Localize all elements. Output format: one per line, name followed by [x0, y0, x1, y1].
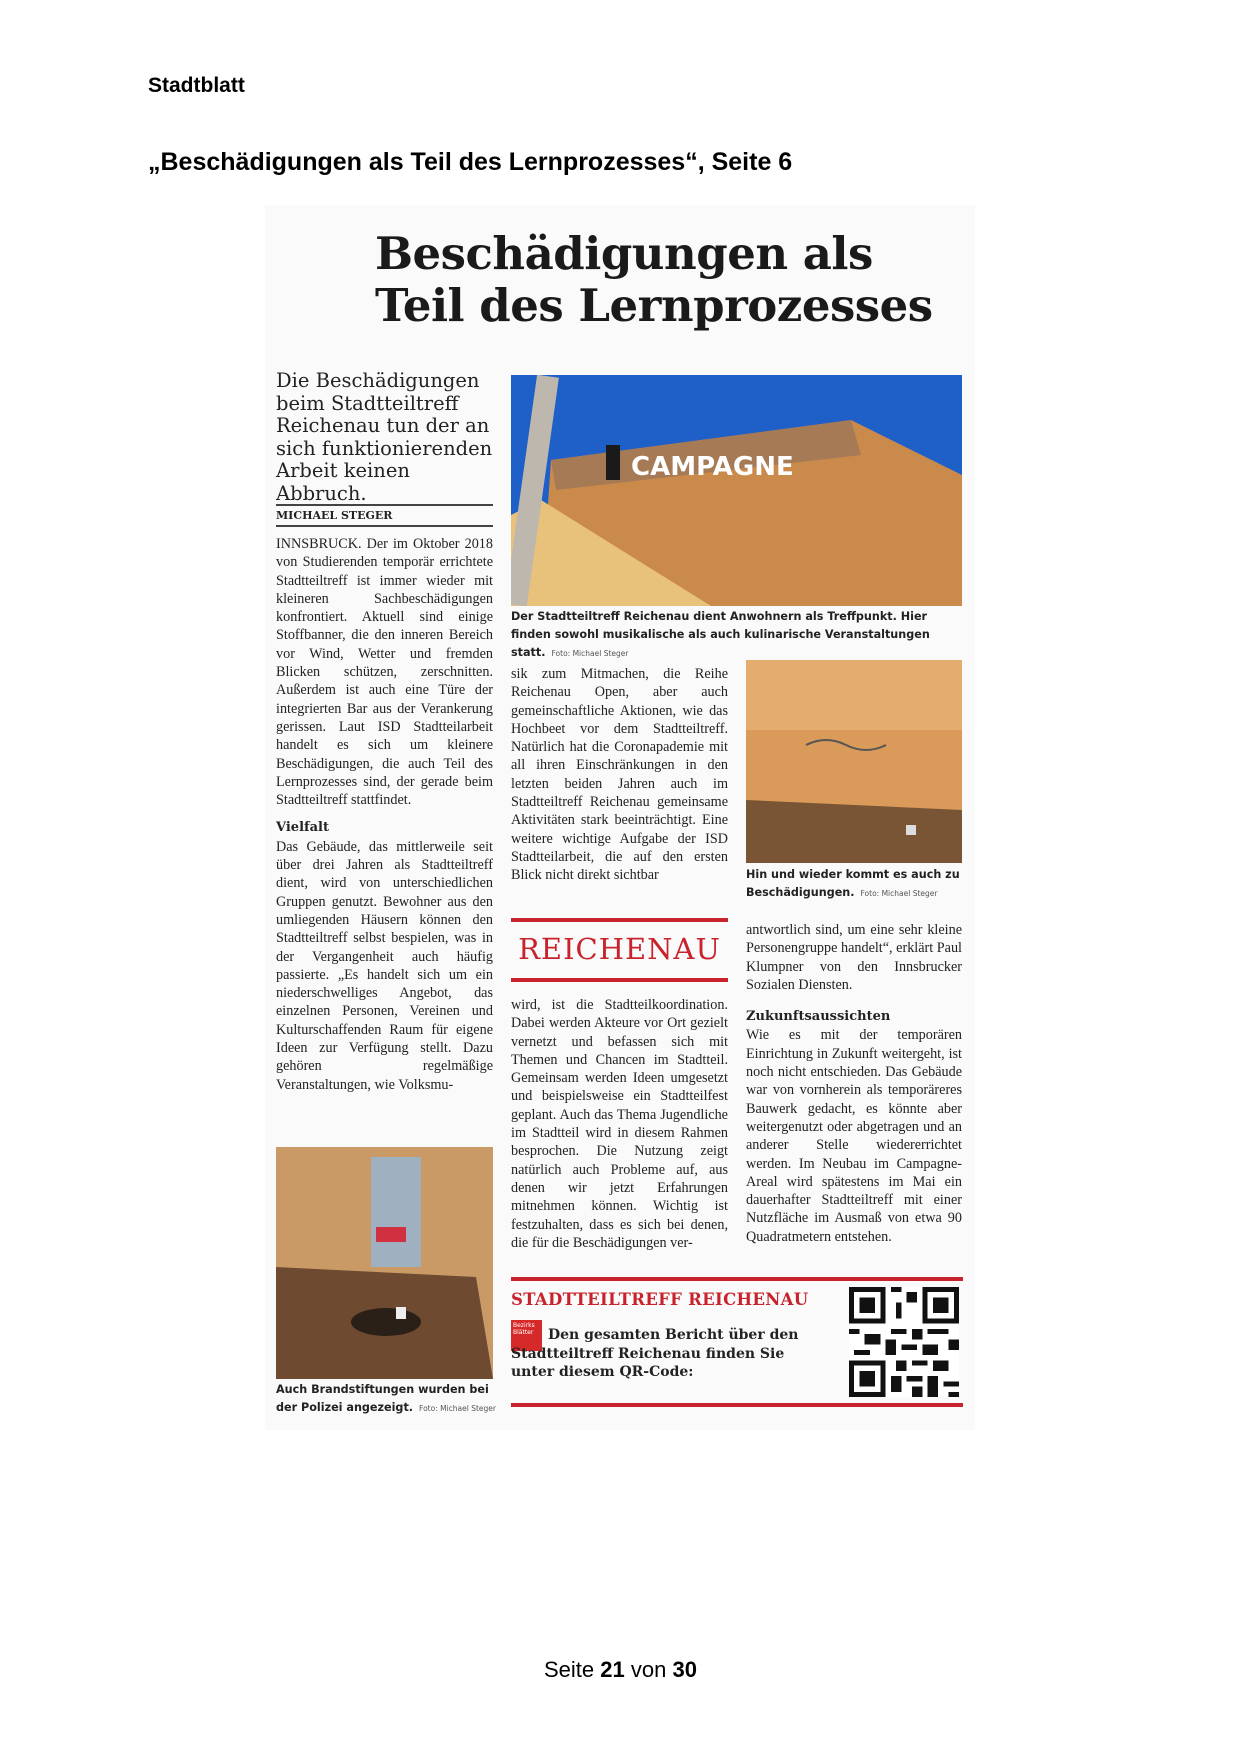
column-3	[746, 921, 962, 1246]
current-page-number: 21	[600, 1657, 625, 1682]
article-reference: „Beschädigungen als Teil des Lernprozesses“, Seite 6	[148, 148, 793, 176]
campagne-photo-graphic	[511, 375, 962, 606]
right-photo-caption	[746, 866, 966, 903]
sign-text: CAMPAGNE	[631, 452, 794, 482]
subheading-zukunftsaussichten: Zukunftsaussichten	[746, 1009, 891, 1025]
page-footer	[0, 1657, 1241, 1683]
burn-photo-graphic	[276, 1147, 493, 1379]
red-rule-bottom	[511, 1403, 963, 1407]
headline-line-2: Teil des Lernprozesses	[375, 279, 933, 332]
headline	[375, 228, 933, 332]
qr-box-title: STADTTEILTREFF REICHENAU	[511, 1290, 809, 1309]
byline: MICHAEL STEGER	[276, 504, 493, 527]
subheading-vielfalt: Vielfalt	[276, 820, 329, 836]
caption-text: Der Stadtteiltreff Reichenau dient Anwohnern als Treffpunkt. Hier finden sowohl musikalische als auch kulinarische Veranstaltungen statt.	[511, 610, 930, 659]
photo-credit: Foto: Michael Steger	[419, 1404, 497, 1413]
photo-credit: Foto: Michael Steger	[860, 889, 938, 898]
qr-code-icon[interactable]	[849, 1287, 959, 1397]
photo-campagne-sign	[511, 375, 962, 606]
headline-line-1: Beschädigungen als	[375, 227, 873, 280]
publication-name: Stadtblatt	[148, 74, 245, 97]
paragraph: Das Gebäude, das mittlerweile seit über drei Jahren als Stadtteiltreff dient, wird von unterschiedlichen Gruppen genutzt. Bewohner aus den umliegenden Häusern können den Stadtteiltreff selbst bespielen, was in der Vergangenheit auch häufig passierte. „Es handelt sich um ein niederschwelliges Angebot, das einzelnen Personen, Vereinen und Kulturschaffenden Raum für eigene Ideen zur Verfügung stellt. Dazu gehören regelmäßige Veranstaltungen, wie Volksmu-	[276, 838, 493, 1093]
bezirksblaetter-logo: Bezirks Blätter	[511, 1320, 542, 1351]
qr-info-box	[511, 1277, 963, 1407]
column-1	[276, 535, 493, 1094]
column-2-lower	[511, 996, 728, 1252]
article-deck: Die Beschädigungen beim Stadtteiltreff Reichenau tun der an sich funktionierenden Arbeit keinen Abbruch.	[276, 369, 493, 505]
caption-text: Hin und wieder kommt es auch zu Beschädigungen.	[746, 868, 960, 899]
paragraph: wird, ist die Stadtteilkoordination. Dabei werden Akteure vor Ort gezielt vernetzt und befassen sich mit Themen und Chancen im Stadtteil. Gemeinsam werden Ideen umgesetzt und beispielsweise ein Stadtteilfest geplant. Auch das Thema Jugendliche im Stadtteil wird in diesem Rahmen besprochen. Die Nutzung zeigt natürlich auch Probleme auf, aus denen wir jetzt Erfahrungen mitnehmen können. Wichtig ist festzuhalten, dass es sich bei denen, die für die Beschädigungen ver-	[511, 997, 728, 1251]
red-rule-top	[511, 918, 728, 922]
qr-box-text: Den gesamten Bericht über den Stadtteiltreff Reichenau finden Sie unter diesem QR-Code:	[511, 1327, 799, 1380]
top-photo-caption	[511, 608, 966, 663]
paragraph: Wie es mit der temporären Einrichtung in Zukunft weitergeht, ist noch nicht entschieden. Das Gebäude war von vornherein als temporäreres Bauwerk gedacht, es könnte aber weitergenutzt oder abgetragen und an anderer Stelle wiedererrichtet werden. Im Neubau im Campagne-Areal wird spätestens im Mai ein dauerhafter Stadtteiltreff mit einer Nutzfläche im Ausmaß von etwa 90 Quadratmetern entstehen.	[746, 1027, 962, 1245]
interior-photo-graphic	[746, 660, 962, 863]
red-rule-bottom	[511, 978, 728, 982]
total-page-count: 30	[672, 1657, 697, 1682]
paragraph: antwortlich sind, um eine sehr kleine Personengruppe handelt“, erklärt Paul Klumpner von den Innsbrucker Sozialen Diensten.	[746, 922, 962, 993]
column-2-upper	[511, 665, 728, 885]
paragraph: INNSBRUCK. Der im Oktober 2018 von Studierenden temporär errichtete Stadtteiltreff ist immer wieder mit kleineren Sachbeschädigungen konfrontiert. Aktuell sind einige Stoffbanner, die den inneren Bereich vor Wind, Wetter und fremden Blicken schützen, zerschnitten. Außerdem ist auch eine Türe der integrierten Bar aus der Verankerung gerissen. Laut ISD Stadtteilarbeit handelt es sich um kleinere Beschädigungen, die auch Teil des Lernprozesses sind, der gerade beim Stadtteiltreff stattfindet.	[276, 536, 493, 809]
photo-damaged-interior	[746, 660, 962, 863]
photo-credit: Foto: Michael Steger	[551, 649, 629, 658]
caption-text: Auch Brandstiftungen wurden bei der Polizei angezeigt.	[276, 1383, 489, 1414]
red-rule-top	[511, 1277, 963, 1281]
paragraph: sik zum Mitmachen, die Reihe Reichenau Open, aber auch gemeinschaftliche Aktionen, wie das Hochbeet vor dem Stadtteiltreff. Natürlich hat die Coronapademie mit all ihren Einschränkungen in den letzten beiden Jahren auch im Stadtteiltreff Reichenau gemeinsame Aktivitäten stark beeinträchtigt. Eine weitere wichtige Aufgabe der ISD Stadtteilarbeit, die auf den ersten Blick nicht direkt sichtbar	[511, 666, 728, 884]
location-label-box	[511, 918, 728, 982]
left-photo-caption	[276, 1381, 496, 1418]
footer-middle: von	[630, 1657, 667, 1682]
location-label: REICHENAU	[518, 932, 721, 966]
footer-prefix: Seite	[544, 1657, 595, 1682]
photo-burn-damage	[276, 1147, 493, 1379]
